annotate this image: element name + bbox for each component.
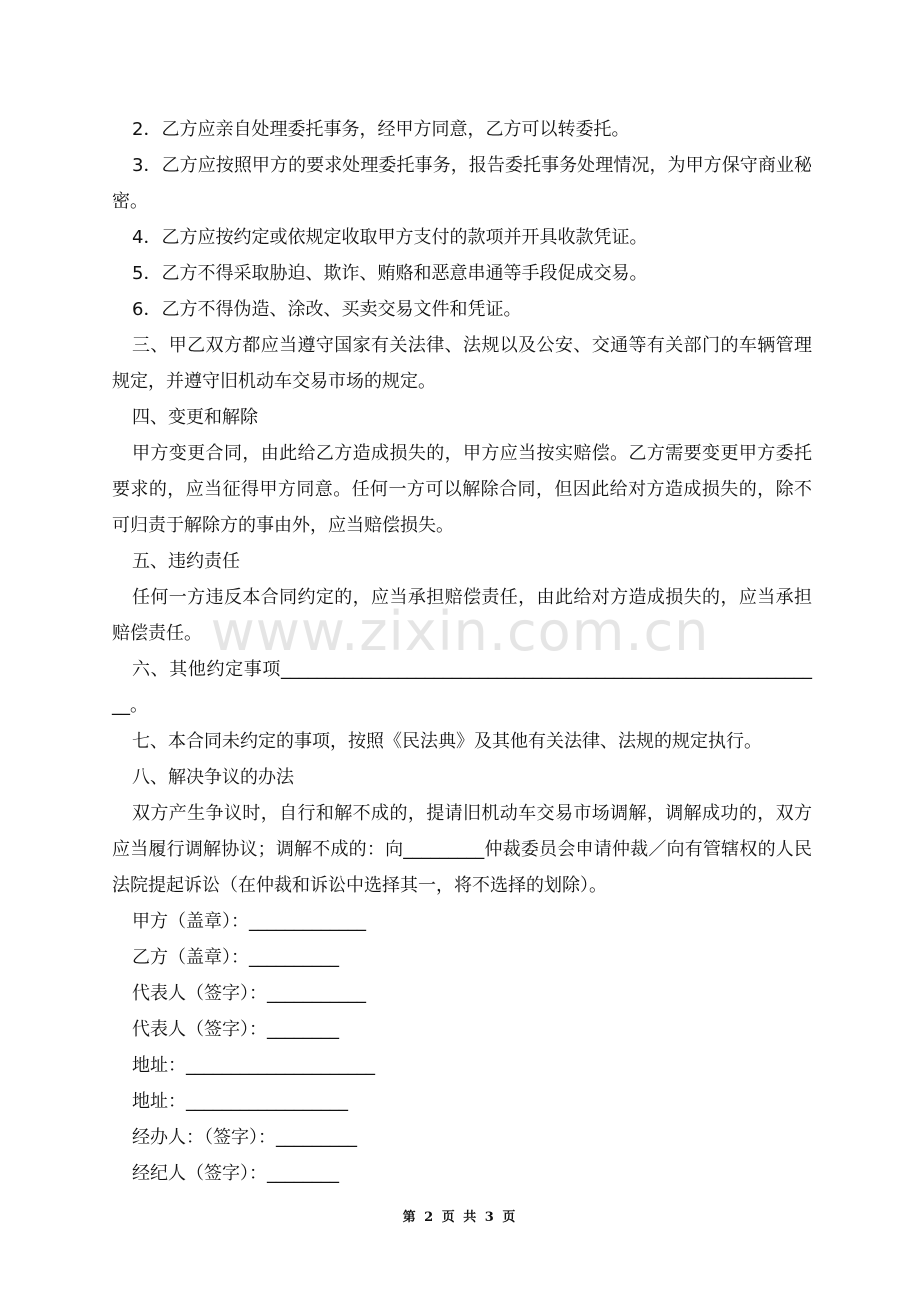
section-7: 七、本合同未约定的事项，按照《民法典》及其他有关法律、法规的规定执行。 [132,731,762,752]
section-6: 六、其他约定事项_____________________________________________________________。 [112,659,812,716]
clause-6: 6．乙方不得伪造、涂改、买卖交易文件和凭证。 [132,299,522,320]
representative-signature-1: 代表人（签字）：___________ [132,983,366,1004]
section-5-body: 任何一方违反本合同约定的，应当承担赔偿责任，由此给对方造成损失的，应当承担赔偿责任。 [112,587,812,644]
broker-signature: 经纪人（签字）：________ [132,1163,339,1184]
signature-block [112,904,812,1192]
clause-4: 4．乙方应按约定或依规定收取甲方支付的款项并开具收款凭证。 [132,227,648,248]
section-3: 三、甲乙双方都应当遵守国家有关法律、法规以及公安、交通等有关部门的车辆管理规定，并遵守旧机动车交易市场的规定。 [112,335,812,392]
section-4-body: 甲方变更合同，由此给乙方造成损失的，甲方应当按实赔偿。乙方需要变更甲方委托要求的，应当征得甲方同意。任何一方可以解除合同，但因此给对方造成损失的，除不可归责于解除方的事由外，应当赔偿损失。 [112,443,812,536]
party-a-seal: 甲方（盖章）：_____________ [132,911,366,932]
page-number-footer: 第 2 页 共 3 页 [402,1210,518,1225]
address-2: 地址：__________________ [132,1091,348,1112]
section-8-body: 双方产生争议时，自行和解不成的，提请旧机动车交易市场调解，调解成功的，双方应当履行调解协议；调解不成的：向_________仲裁委员会申请仲裁／向有管辖权的人民法院提起诉讼（在仲裁和诉讼中选择其一，将不选择的划除）。 [112,803,812,896]
party-b-seal: 乙方（盖章）：__________ [132,947,339,968]
clause-2: 2．乙方应亲自处理委托事务，经甲方同意，乙方可以转委托。 [132,119,630,140]
document-body [112,112,812,1192]
address-1: 地址：_____________________ [132,1055,375,1076]
watermark: www.zixin.com.cn [210,600,710,663]
clause-3: 3．乙方应按照甲方的要求处理委托事务，报告委托事务处理情况，为甲方保守商业秘密。 [112,155,812,212]
section-8-heading: 八、解决争议的办法 [132,767,294,788]
clause-5: 5．乙方不得采取胁迫、欺诈、贿赂和恶意串通等手段促成交易。 [132,263,648,284]
representative-signature-2: 代表人（签字）：________ [132,1019,339,1040]
section-5-heading: 五、违约责任 [132,551,240,572]
section-4-heading: 四、变更和解除 [132,407,258,428]
handler-signature: 经办人：（签字）：_________ [132,1127,357,1148]
